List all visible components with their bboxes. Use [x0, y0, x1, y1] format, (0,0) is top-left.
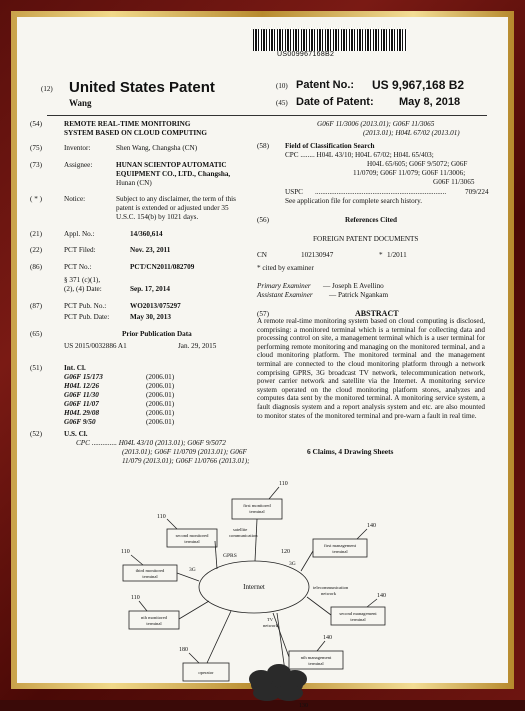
- ref-130: 130: [299, 703, 308, 709]
- us-cl-line-1: CPC .............. H04L 43/10 (2013.01); G06F 9/5072: [76, 439, 226, 447]
- first-mgmt-l2: terminal: [332, 549, 348, 554]
- pct-filed-value: Nov. 23, 2011: [130, 246, 171, 254]
- third-monitored-l1: third monitored: [135, 568, 165, 573]
- cpc-cont-line-2: (2013.01); H04L 67/02 (2013.01): [363, 129, 460, 137]
- gprs-label: GPRS: [223, 553, 237, 559]
- us-cl-line-2: (2013.01); G06F 11/0709 (2013.01); G06F: [122, 448, 247, 456]
- code-52: (52): [30, 430, 42, 438]
- cpc-cont-line-1: G06F 11/3006 (2013.01); G06F 11/3065: [317, 120, 435, 128]
- prior-pub-title: Prior Publication Data: [122, 330, 192, 338]
- int-cl-code: H04L 29/08: [64, 409, 100, 417]
- satellite-l2: communication: [229, 533, 258, 538]
- ref-140-b: 140: [323, 635, 332, 641]
- code-65: (65): [30, 330, 42, 338]
- ref-date: 1/2011: [387, 251, 407, 259]
- abstract-text: A remote real-time monitoring system based on cloud computing is disclosed, comprising: a monitored terminal which is a terminal for collecting data and processing control on site, a management terminal which is a user terminal for performing remote monitoring and managing on the monitored terminal, and a cloud monitoring platform. The monitored terminal and the management terminal are connected to the cloud monitoring platform through a network comprising GPRS, 3G broadcast TV network, telecommunication network, power carrier network and satellite via the Internet. A monitoring service system operated on the cloud monitoring platform stores, analyzes and computes data sent by the monitored terminal. A monitoring service system, a fault diagnosis system and a report analysis system and etc. are also mounted to monitor states of the monitored terminal and pre-warn a fault in real time.: [257, 317, 485, 420]
- uspc-value: 709/224: [465, 188, 489, 196]
- field-search-line-4: G06F 11/3065: [433, 178, 475, 186]
- pct-pub-no-value: WO2013/075297: [130, 302, 181, 310]
- code-87: (87): [30, 302, 42, 310]
- code-57: (57): [257, 310, 269, 318]
- int-cl-year: (2006.01): [146, 382, 175, 390]
- document-title: United States Patent: [69, 79, 215, 96]
- int-cl-year: (2006.01): [146, 418, 175, 426]
- telecom-l1: telecommunication: [313, 585, 349, 590]
- barcode-number: US009967168B2: [277, 51, 335, 58]
- pct-pub-no-label: PCT Pub. No.:: [64, 302, 107, 310]
- pct-no-value: PCT/CN2011/082709: [130, 263, 195, 271]
- int-cl-row: [64, 400, 175, 409]
- foreign-docs-title: FOREIGN PATENT DOCUMENTS: [313, 235, 419, 243]
- int-cl-year: (2006.01): [146, 400, 175, 408]
- code-73: (73): [30, 161, 42, 169]
- inventor-value: Shen Wang, Changsha (CN): [116, 144, 198, 152]
- code-54: (54): [30, 120, 42, 128]
- assistant-examiner-label: Assistant Examiner: [257, 291, 313, 299]
- nth-monitored-l1: nth monitored: [141, 615, 167, 620]
- code-51: (51): [30, 364, 42, 372]
- uspc-label: USPC: [285, 188, 303, 196]
- field-search-line-1: CPC ........ H04L 43/10; H04L 67/02; H04L 65/403;: [285, 151, 434, 159]
- notice-line-1: Subject to any disclaimer, the term of this: [116, 195, 236, 203]
- int-cl-year: (2006.01): [146, 391, 175, 399]
- assignee-label: Assignee:: [64, 161, 93, 169]
- us-cl-title: U.S. Cl.: [64, 430, 88, 438]
- tv-l2: network: [263, 623, 279, 628]
- notice-label: Notice:: [64, 195, 86, 203]
- 3g-right-label: 3G: [289, 561, 296, 567]
- primary-examiner-label: Primary Examiner: [257, 282, 311, 290]
- header-rule: [47, 115, 487, 116]
- 3g-left-label: 3G: [189, 567, 196, 573]
- ref-140-tr: 140: [367, 523, 376, 529]
- code-86: (86): [30, 263, 42, 271]
- code-notice: ( * ): [30, 195, 42, 203]
- appl-no-label: Appl. No.:: [64, 230, 95, 238]
- ref-110-top: 110: [279, 481, 288, 487]
- patent-number-label: Patent No.:: [296, 79, 355, 91]
- second-mgmt-l1: second management: [339, 611, 377, 616]
- title-line-1: REMOTE REAL-TIME MONITORING: [64, 120, 191, 128]
- code-56: (56): [257, 216, 269, 224]
- int-cl-row: [64, 391, 175, 400]
- barcode: [253, 29, 407, 51]
- int-cl-code: G06F 15/173: [64, 373, 103, 381]
- title-line-2: SYSTEM BASED ON CLOUD COMPUTING: [64, 129, 207, 137]
- ref-110-l: 110: [121, 549, 130, 555]
- section-371-line-1: § 371 (c)(1),: [64, 276, 101, 284]
- us-cl-line-3: 11/079 (2013.01); G06F 11/0766 (2013.01);: [122, 457, 250, 465]
- inventor-label: Inventor:: [64, 144, 91, 152]
- ref-180: 180: [179, 647, 188, 653]
- int-cl-row: [64, 409, 175, 418]
- pct-pub-date-value: May 30, 2013: [130, 313, 171, 321]
- pct-pub-date-label: PCT Pub. Date:: [64, 313, 110, 321]
- system-diagram: [17, 471, 508, 711]
- code-58: (58): [257, 142, 269, 150]
- primary-examiner-value: — Joseph E Avellino: [323, 282, 384, 290]
- int-cl-row: [64, 418, 175, 427]
- second-mgmt-l2: terminal: [350, 617, 366, 622]
- cloud-icon: [249, 664, 307, 701]
- abstract-title: ABSTRACT: [355, 309, 399, 318]
- patent-document: US009967168B2 (12) United States Patent Wang (10) Patent No.: US 9,967,168 B2 (45) Date of Patent: May 8, 2018 (54) REMOTE REAL-TIME MONITORING SYSTEM BASED ON CLOUD COMPUTING (75) Inventor: Shen Wang, Changsha (CN) (73) Assignee: HUNAN SCIENTOP AUTOMATIC EQUIPMENT CO., LTD., Changsha, Hunan (CN) ( * ) Notice: Subject to any disclaimer, the term of this patent is extended or adjusted under 35 U.S.C. 154(b) by 1021 days. (21) Appl. No.: 14/360,614 (22) PCT Filed: Nov. 23, 2011 (86) PCT No.: PCT/CN2011/082709 § 371 (c)(1), (2), (4) Date: Sep. 17, 2014 (87) PCT Pub. No.: WO2013/075297 PCT Pub. Date: May 30, 2013 (65) Prior Publication Data US 2015/0032886 A1 Jan. 29, 2015 (51) Int. Cl. G06F 15/173 (2006.01) H04L 12/26 (2006.01) G06F 11/30 (2006.01) G06F 11/07 (2006.01) H04L 29/08 (2006.01) G06F 9/50 (2006.01) (52) U.S. Cl. CPC .............. H04L 43/10 (2013.01); G06F 9/5072 (2013.01); G06F 11/0709 (2013.01); G06F 11/079 (2013.01); G06F 11/0766 (2013.01); G06F 11/3006 (2013.01); G06F 11/3065 (2013.01); H04L 67/02 (2013.01) (58) Field of Classification Search CPC ........ H04L 43/10; H04L 67/02; H04L 65/403; H04L 65/605; G06F 9/5072; G06F 11/0709; G06F 11/079; G06F 11/3006; G06F 11/3065 USPC ......................................................................... 709/224 See application file for complete search history. (56) References Cited FOREIGN PATENT DOCUMENTS CN 102130947 * 1/2011 * cited by examiner Primary Examiner — Joseph E Avellino Assistant Examiner — Patrick Ngankam (57) ABSTRACT A remote real-time monitoring system based on cloud computing is disclosed, comprising: a monitored terminal which is a terminal for collecting data and processing control on site, a management terminal which is a user terminal for performing remote monitoring and managing on the monitored terminal, and a cloud monitoring platform. The monitored terminal and the management terminal are connected to the cloud monitoring platform through a network comprising GPRS, 3G broadcast TV network, telecommunication network, power carrier network and satellite via the Internet. A monitoring service system operated on the cloud monitoring platform stores, analyzes and computes data sent by the monitored terminal. A monitoring service system, a fault diagnosis system and a report analysis system and etc. are also mounted to monitor states of the monitored terminal and pre-warn a fault in real time. 6 Claims, 4 Drawing Sheets Internet 110 first monitored terminal 110 second monitored terminal satellite communication GPRS 120 140 first management terminal 110 third monitored terminal 3G 3G telecommunication network 140 second management terminal 110 nth monitored terminal TV network 140 nth management terminal 180 operator 130: [17, 17, 508, 683]
- inventor-short: Wang: [69, 98, 92, 108]
- nth-monitored-l2: terminal: [146, 621, 162, 626]
- assignee-line-3: Hunan (CN): [116, 179, 152, 187]
- int-cl-code: G06F 9/50: [64, 418, 96, 426]
- patent-date: May 8, 2018: [399, 96, 461, 108]
- int-cl-row: [64, 373, 175, 382]
- code-21: (21): [30, 230, 42, 238]
- field-search-title: Field of Classification Search: [285, 142, 375, 150]
- nth-mgmt-l1: nth management: [300, 655, 332, 660]
- field-search-line-3: 11/0709; G06F 11/079; G06F 11/3006;: [353, 169, 466, 177]
- operator-label: operator: [198, 670, 214, 675]
- int-cl-year: (2006.01): [146, 373, 175, 381]
- ref-star: *: [379, 251, 383, 259]
- ref-110-bl: 110: [131, 595, 140, 601]
- label-12: (12): [41, 85, 53, 93]
- int-cl-row: [64, 382, 175, 391]
- field-search-note: See application file for complete search history.: [285, 197, 423, 205]
- internet-label: Internet: [243, 583, 265, 591]
- first-monitored-l2: terminal: [249, 509, 265, 514]
- int-cl-year: (2006.01): [146, 409, 175, 417]
- assistant-examiner-value: — Patrick Ngankam: [329, 291, 389, 299]
- int-cl-code: H04L 12/26: [64, 382, 100, 390]
- appl-no-value: 14/360,614: [130, 230, 163, 238]
- notice-line-3: U.S.C. 154(b) by 1021 days.: [116, 213, 199, 221]
- patent-number: US 9,967,168 B2: [372, 78, 465, 92]
- ref-120: 120: [281, 549, 290, 555]
- field-search-line-2: H04L 65/605; G06F 9/5072; G06F: [367, 160, 468, 168]
- first-mgmt-l1: first management: [323, 543, 357, 548]
- second-monitored-l2: terminal: [184, 539, 200, 544]
- third-monitored-l2: terminal: [142, 574, 158, 579]
- claims-summary: 6 Claims, 4 Drawing Sheets: [307, 447, 394, 456]
- assignee-line-1: HUNAN SCIENTOP AUTOMATIC: [116, 161, 227, 169]
- assignee-line-2: EQUIPMENT CO., LTD., Changsha,: [116, 170, 231, 178]
- label-10: (10): [276, 82, 288, 90]
- ref-country: CN: [257, 251, 267, 259]
- first-monitored-l1: first monitored: [243, 503, 271, 508]
- second-monitored-l1: second monitored: [175, 533, 209, 538]
- int-cl-title: Int. Cl.: [64, 364, 86, 372]
- ref-110-tl: 110: [157, 514, 166, 520]
- references-title: References Cited: [345, 216, 397, 224]
- ref-number: 102130947: [301, 251, 334, 259]
- section-371-date: Sep. 17, 2014: [130, 285, 170, 293]
- date-label: Date of Patent:: [296, 96, 374, 108]
- code-75: (75): [30, 144, 42, 152]
- telecom-l2: network: [321, 591, 337, 596]
- pct-filed-label: PCT Filed:: [64, 246, 96, 254]
- int-cl-code: G06F 11/07: [64, 400, 99, 408]
- satellite-l1: satellite: [233, 527, 248, 532]
- ref-140-r: 140: [377, 593, 386, 599]
- nth-mgmt-l2: terminal: [308, 661, 324, 666]
- section-371-line-2: (2), (4) Date:: [64, 285, 102, 293]
- tv-l1: TV: [267, 617, 274, 622]
- cited-note: * cited by examiner: [257, 264, 314, 272]
- int-cl-code: G06F 11/30: [64, 391, 99, 399]
- code-22: (22): [30, 246, 42, 254]
- prior-pub-date: Jan. 29, 2015: [178, 342, 217, 350]
- notice-line-2: patent is extended or adjusted under 35: [116, 204, 229, 212]
- pct-no-label: PCT No.:: [64, 263, 92, 271]
- prior-pub-number: US 2015/0032886 A1: [64, 342, 127, 350]
- label-45: (45): [276, 99, 288, 107]
